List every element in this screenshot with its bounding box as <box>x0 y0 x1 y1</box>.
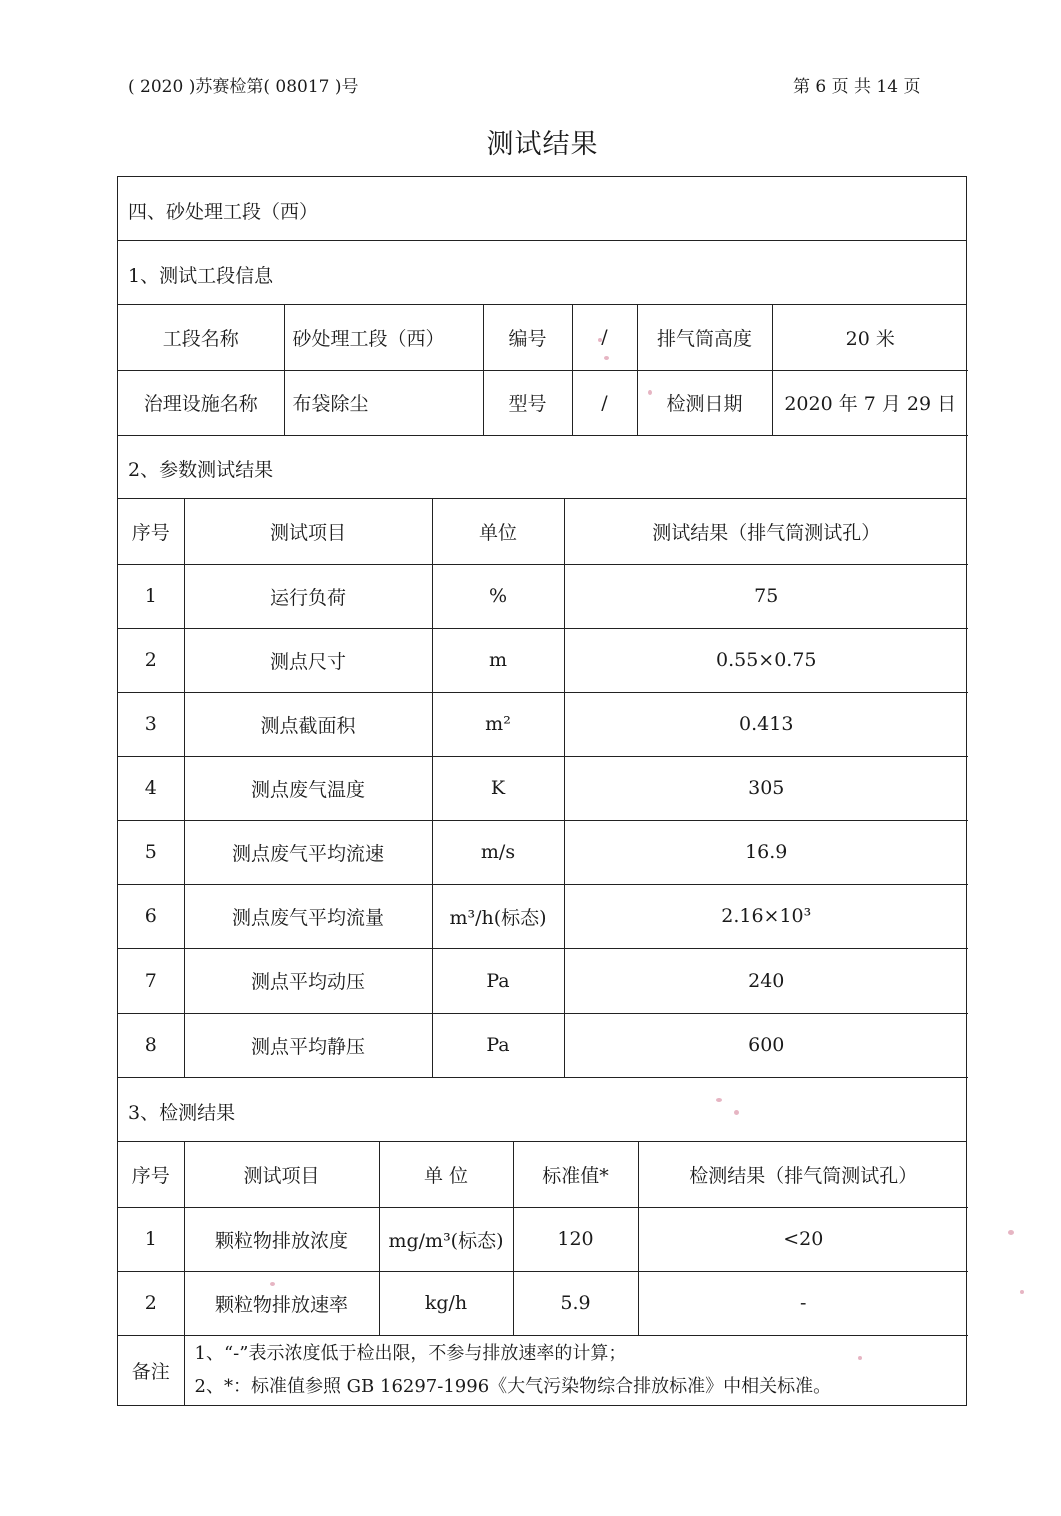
row-standard: 5.9 <box>513 1271 638 1335</box>
param-header-unit: 单位 <box>432 499 564 564</box>
row-no: 5 <box>118 820 184 884</box>
row-unit: Pa <box>432 948 564 1013</box>
table-row <box>118 628 968 692</box>
row-item: 测点尺寸 <box>184 628 432 692</box>
detect-section-row <box>118 1078 966 1142</box>
row-unit: Pa <box>432 1013 564 1077</box>
param-section-row <box>118 435 966 499</box>
param-header-row <box>118 499 968 564</box>
table-row <box>118 820 968 884</box>
table-row <box>118 1207 968 1271</box>
scan-speck <box>716 1098 722 1102</box>
info-row-1 <box>118 305 968 370</box>
info-row-2 <box>118 370 968 435</box>
table-row <box>118 564 968 628</box>
detect-header-item: 测试项目 <box>184 1142 379 1207</box>
row-item: 测点废气平均流量 <box>184 884 432 948</box>
row-result: 240 <box>564 948 968 1013</box>
detect-header-no: 序号 <box>118 1142 184 1207</box>
table-row <box>118 1271 968 1335</box>
label-model: 型号 <box>483 370 572 435</box>
row-result: 75 <box>564 564 968 628</box>
section-main-title: 四、砂处理工段（西） <box>128 201 319 223</box>
row-item: 运行负荷 <box>184 564 432 628</box>
remarks-content <box>184 1335 968 1405</box>
row-unit: m³/h(标态) <box>432 884 564 948</box>
document-title: 测试结果 <box>486 129 599 160</box>
label-facility: 治理设施名称 <box>118 370 284 435</box>
table-row <box>118 948 968 1013</box>
detect-header-unit: 单 位 <box>379 1142 513 1207</box>
results-frame <box>117 176 967 1406</box>
row-no: 1 <box>118 564 184 628</box>
row-item: 测点废气温度 <box>184 756 432 820</box>
row-standard: 120 <box>513 1207 638 1271</box>
detect-table <box>118 1142 968 1336</box>
row-no: 2 <box>118 628 184 692</box>
row-unit: % <box>432 564 564 628</box>
info-section-title: 1、测试工段信息 <box>128 265 274 287</box>
scan-speck <box>598 338 602 342</box>
row-result: <20 <box>638 1207 968 1271</box>
row-result: 0.55×0.75 <box>564 628 968 692</box>
value-code: / <box>572 305 637 370</box>
row-item: 测点平均动压 <box>184 948 432 1013</box>
row-result: 2.16×10³ <box>564 884 968 948</box>
row-result: - <box>638 1271 968 1335</box>
remarks-label: 备注 <box>118 1335 184 1405</box>
row-unit: m/s <box>432 820 564 884</box>
scan-speck <box>1020 1290 1024 1294</box>
param-header-no: 序号 <box>118 499 184 564</box>
scan-speck <box>604 356 609 360</box>
row-unit: mg/m³(标态) <box>379 1207 513 1271</box>
detect-header-result: 检测结果（排气筒测试孔） <box>638 1142 968 1207</box>
table-row <box>118 884 968 948</box>
row-item: 测点截面积 <box>184 692 432 756</box>
row-no: 1 <box>118 1207 184 1271</box>
scan-speck <box>858 1356 862 1360</box>
label-code: 编号 <box>483 305 572 370</box>
row-unit: kg/h <box>379 1271 513 1335</box>
value-name: 砂处理工段（西） <box>284 305 483 370</box>
report-number: ( 2020 )苏赛检第( 08017 )号 <box>128 77 359 97</box>
detect-header-standard: 标准值* <box>513 1142 638 1207</box>
value-facility: 布袋除尘 <box>284 370 483 435</box>
remarks-row <box>118 1335 968 1405</box>
section-main-row <box>118 177 966 241</box>
row-no: 7 <box>118 948 184 1013</box>
row-no: 6 <box>118 884 184 948</box>
detect-header-row <box>118 1142 968 1207</box>
value-model: / <box>572 370 637 435</box>
param-table <box>118 499 968 1078</box>
remark-line-1: 1、“-”表示浓度低于检出限，不参与排放速率的计算； <box>194 1343 627 1364</box>
row-unit: m <box>432 628 564 692</box>
row-item: 颗粒物排放浓度 <box>184 1207 379 1271</box>
page-info: 第 6 页 共 14 页 <box>793 77 921 97</box>
label-name: 工段名称 <box>118 305 284 370</box>
row-result: 305 <box>564 756 968 820</box>
table-row <box>118 1013 968 1077</box>
scan-speck <box>270 1282 275 1286</box>
scan-speck <box>648 390 652 395</box>
row-no: 2 <box>118 1271 184 1335</box>
row-no: 3 <box>118 692 184 756</box>
row-unit: K <box>432 756 564 820</box>
row-result: 0.413 <box>564 692 968 756</box>
detect-section-title: 3、检测结果 <box>128 1102 236 1124</box>
row-result: 600 <box>564 1013 968 1077</box>
scan-speck <box>734 1110 739 1115</box>
scan-speck <box>1008 1230 1014 1235</box>
value-date: 2020 年 7 月 29 日 <box>772 370 968 435</box>
param-header-item: 测试项目 <box>184 499 432 564</box>
param-section-title: 2、参数测试结果 <box>128 459 274 481</box>
row-result: 16.9 <box>564 820 968 884</box>
info-section-row <box>118 241 966 305</box>
label-date: 检测日期 <box>637 370 772 435</box>
info-table <box>118 305 968 436</box>
label-stack-height: 排气筒高度 <box>637 305 772 370</box>
param-header-result: 测试结果（排气筒测试孔） <box>564 499 968 564</box>
table-row <box>118 756 968 820</box>
row-item: 测点平均静压 <box>184 1013 432 1077</box>
remarks-table <box>118 1335 968 1405</box>
row-unit: m² <box>432 692 564 756</box>
value-stack-height: 20 米 <box>772 305 968 370</box>
row-no: 4 <box>118 756 184 820</box>
row-item: 测点废气平均流速 <box>184 820 432 884</box>
row-item: 颗粒物排放速率 <box>184 1271 379 1335</box>
table-row <box>118 692 968 756</box>
remark-line-2: 2、*：标准值参照 GB 16297-1996《大气污染物综合排放标准》中相关标准。 <box>194 1376 832 1397</box>
row-no: 8 <box>118 1013 184 1077</box>
